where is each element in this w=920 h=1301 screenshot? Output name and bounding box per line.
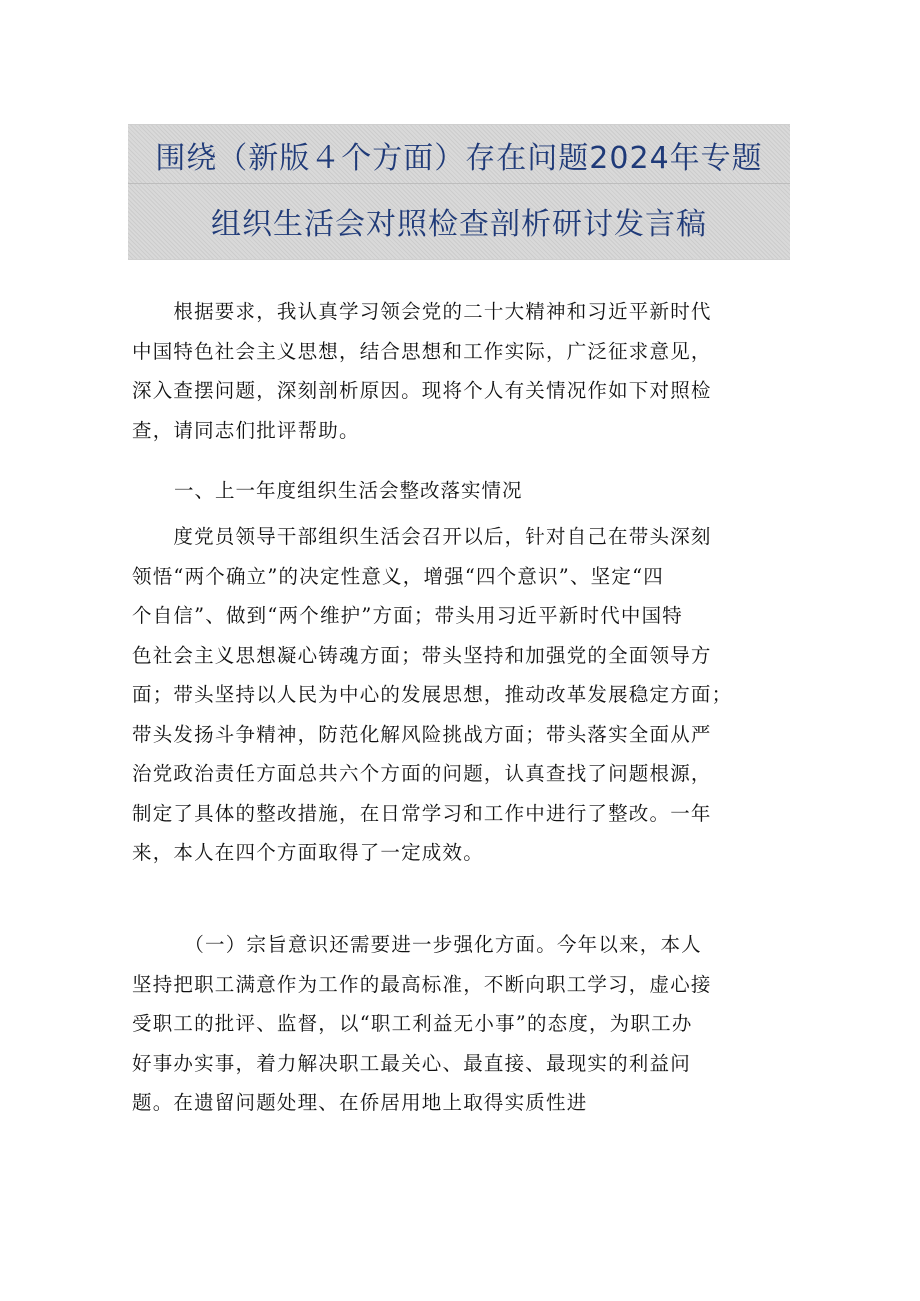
intro-line: 查，请同志们批评帮助。 [132,418,360,442]
section-line: 制定了具体的整改措施，在日常学习和工作中进行了整改。一年 [132,801,712,825]
section-line: 领悟“两个确立”的决定性意义，增强“四个意识”、坚定“四 [132,564,664,588]
title-banner [128,124,790,260]
section-line: 带头发扬斗争精神，防范化解风险挑战方面；带头落实全面从严 [132,722,712,746]
section-line: 面；带头坚持以人民为中心的发展思想，推动改革发展稳定方面； [132,683,733,706]
section-line: 度党员领导干部组织生活会召开以后，针对自己在带头深刻 [132,525,712,548]
subsection-line: 坚持把职工满意作为工作的最高标准，不断向职工学习，虚心接 [132,972,712,996]
subsection-line: 受职工的批评、监督，以“职工利益无小事”的态度，为职工办 [132,1012,693,1035]
title-line-2: 组织生活会对照检查剖析研讨发言稿 [211,207,707,242]
intro-line: 中国特色社会主义思想，结合思想和工作实际，广泛征求意见， [132,339,712,363]
section-paragraph [132,517,792,873]
intro-line: 深入查摆问题，深刻剖析原因。现将个人有关情况作如下对照检 [132,379,712,402]
section-line: 治党政治责任方面总共六个方面的问题，认真查找了问题根源， [132,762,712,785]
subsection-line: 好事办实事，着力解决职工最关心、最直接、最现实的利益问 [132,1051,691,1075]
title-divider [128,183,790,184]
section-line: 个自信”、做到“两个维护”方面；带头用习近平新时代中国特 [132,604,684,627]
subsection-paragraph [132,925,792,1123]
subsection-line: （一）宗旨意识还需要进一步强化方面。今年以来，本人 [132,933,702,956]
section-line: 色社会主义思想凝心铸魂方面；带头坚持和加强党的全面领导方 [132,643,712,667]
section-line: 来，本人在四个方面取得了一定成效。 [132,841,484,864]
subsection-line: 题。在遗留问题处理、在侨居用地上取得实质性进 [132,1091,588,1114]
title-line-1: 围绕（新版４个方面）存在问题2024年专题 [155,141,763,176]
intro-paragraph [132,292,792,450]
section-heading: 一、上一年度组织生活会整改落实情况 [174,479,523,502]
intro-line: 根据要求，我认真学习领会党的二十大精神和习近平新时代 [132,300,712,323]
